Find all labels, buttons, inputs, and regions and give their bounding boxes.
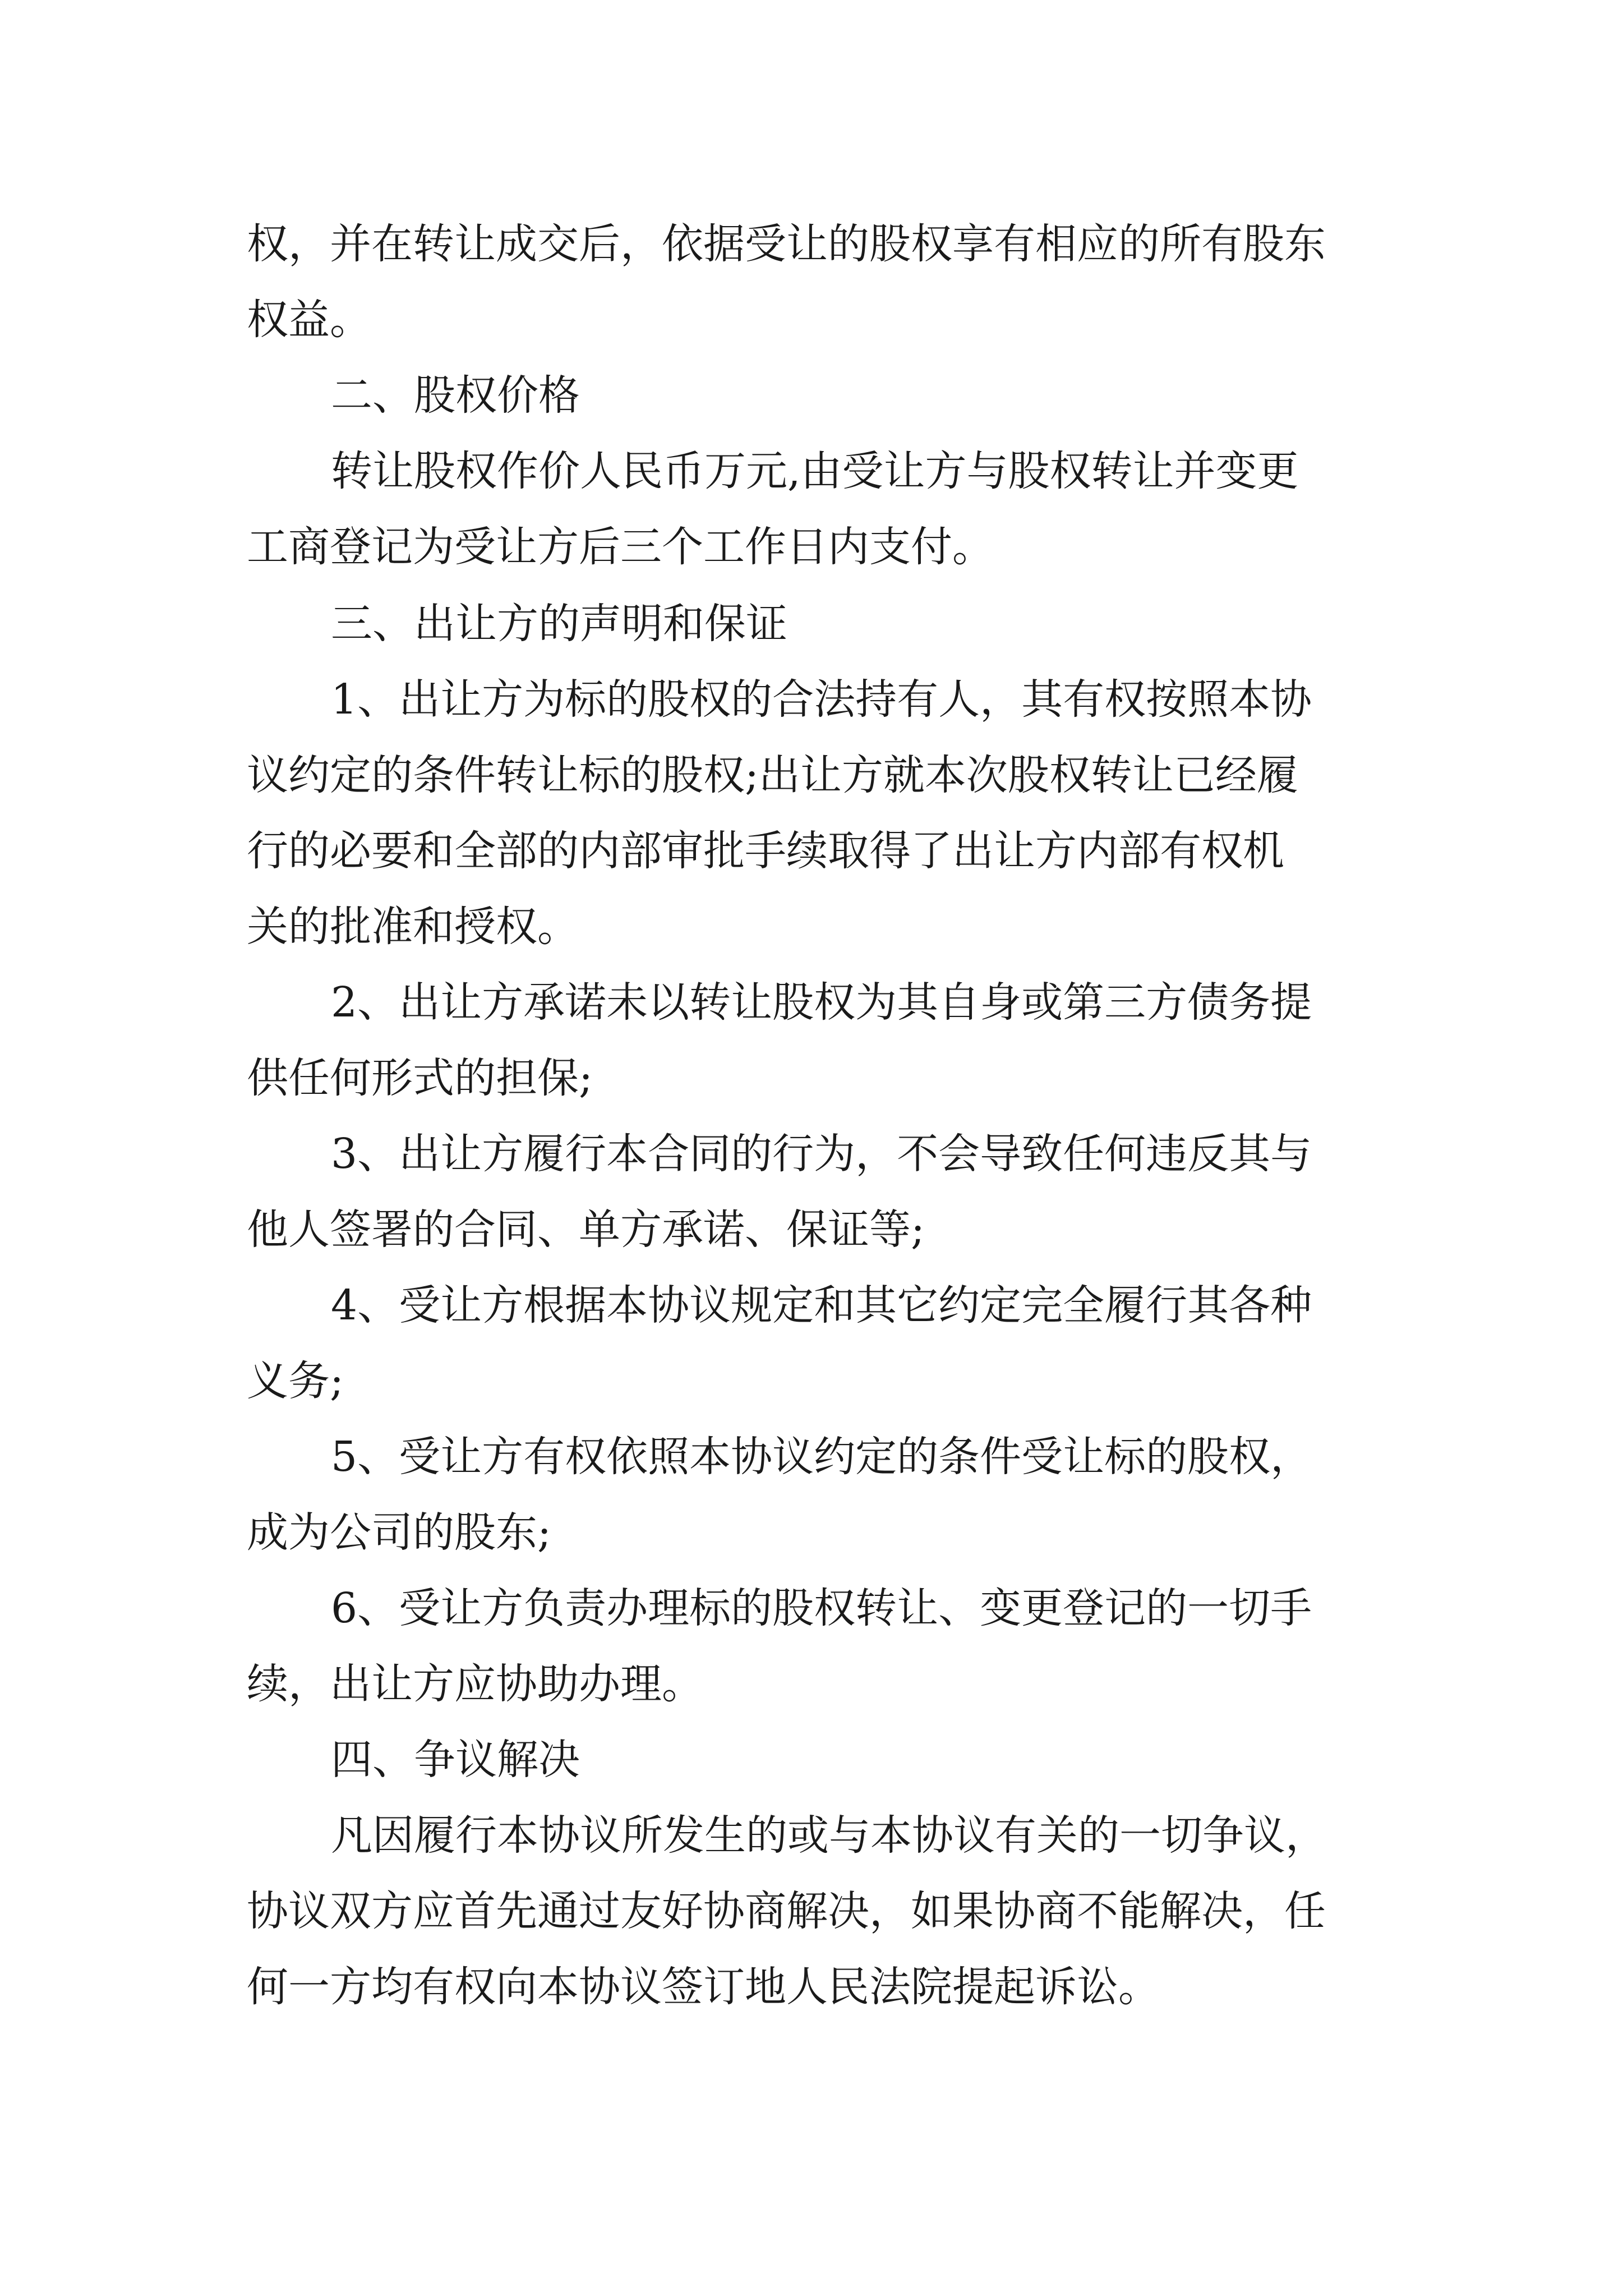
text-line: 3、出让方履行本合同的行为，不会导致任何违反其与 — [331, 1130, 1312, 1178]
text-line: 1、出让方为标的股权的合法持有人，其有权按照本协 — [331, 675, 1312, 724]
text-line: 2、出让方承诺未以转让股权为其自身或第三方债务提 — [331, 978, 1312, 1027]
text-line: 成为公司的股东; — [247, 1508, 551, 1557]
text-line: 协议双方应首先通过友好协商解决，如果协商不能解决，任 — [247, 1887, 1326, 1935]
text-line: 转让股权作价人民币万元,由受让方与股权转让并变更 — [331, 447, 1299, 495]
text-line: 工商登记为受让方后三个工作日内支付。 — [247, 523, 994, 571]
text-line: 凡因履行本协议所发生的或与本协议有关的一切争议， — [331, 1811, 1327, 1860]
text-line: 供任何形式的担保; — [247, 1054, 593, 1102]
text-line: 5、受让方有权依照本协议约定的条件受让标的股权， — [331, 1433, 1312, 1481]
text-line: 义务; — [247, 1357, 344, 1405]
section-heading-dispute: 四、争议解决 — [331, 1736, 580, 1784]
text-line: 6、受让方负责办理标的股权转让、变更登记的一切手 — [331, 1584, 1312, 1632]
text-line: 权，并在转让成交后，依据受让的股权享有相应的所有股东 — [247, 220, 1326, 268]
text-line: 续，出让方应协助办理。 — [247, 1660, 703, 1708]
section-heading-price: 二、股权价格 — [331, 371, 580, 420]
text-line: 权益。 — [247, 296, 371, 344]
text-line: 行的必要和全部的内部审批手续取得了出让方内部有权机 — [247, 827, 1284, 875]
text-line: 4、受让方根据本协议规定和其它约定完全履行其各种 — [331, 1281, 1312, 1329]
text-line: 议约定的条件转让标的股权;出让方就本次股权转让已经履 — [247, 751, 1298, 799]
text-line: 他人签署的合同、单方承诺、保证等; — [247, 1205, 925, 1254]
text-line: 关的批准和授权。 — [247, 903, 579, 951]
text-line: 何一方均有权向本协议签订地人民法院提起诉讼。 — [247, 1963, 1160, 2011]
section-heading-warranties: 三、出让方的声明和保证 — [331, 600, 787, 648]
